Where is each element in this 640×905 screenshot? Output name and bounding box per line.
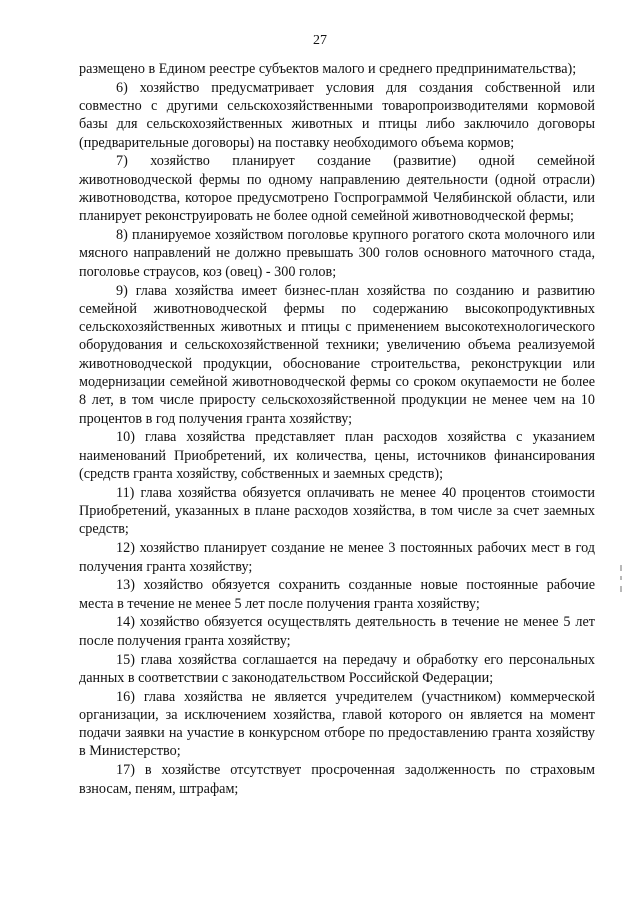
document-body	[79, 60, 595, 798]
paragraph-item-14: 14) хозяйство обязуется осуществлять деятельность в течение не менее 5 лет после получения гранта хозяйству;	[79, 614, 595, 649]
scan-edge-mark	[620, 586, 622, 592]
scan-edge-mark	[620, 576, 622, 580]
paragraph-item-10: 10) глава хозяйства представляет план расходов хозяйства с указанием наименований Приобретений, их количества, цены, источников финансирования (средств гранта хозяйству, собственных и заемных средств);	[79, 429, 595, 483]
paragraph-item-16: 16) глава хозяйства не является учредителем (участником) коммерческой организации, за исключением хозяйства, главой которого он является на момент подачи заявки на участие в конкурсном отборе по предоставлению гранта хозяйству в Министерство;	[79, 688, 595, 760]
paragraph-item-7: 7) хозяйство планирует создание (развитие) одной семейной животноводческой фермы по одному направлению деятельности (одной отрасли) животноводства, которое предусмотрено Госпрограммой Челябинской области, или планирует реконструировать не более одной семейной животноводческой фермы;	[79, 153, 595, 225]
paragraph-item-6: 6) хозяйство предусматривает условия для создания собственной или совместно с другими сельскохозяйственными товаропроизводителями кормовой базы для сельскохозяйственных животных и птицы либо заключило договоры (предварительные договоры) на поставку необходимого объема кормов;	[79, 79, 595, 151]
paragraph-continuation: размещено в Едином реестре субъектов малого и среднего предпринимательства);	[79, 61, 577, 77]
paragraph-item-9: 9) глава хозяйства имеет бизнес-план хозяйства по созданию и развитию семейной животноводческой фермы по содержанию высокопродуктивных сельскохозяйственных животных и птицы с применением высокотехнологического оборудования и сельскохозяйственной техники; увеличению объема реализуемой животноводческой продукции, обоснование строительства, реконструкции или модернизации семейной животноводческой фермы со сроком окупаемости не более 8 лет, в том числе приросту сельскохозяйственной продукции не менее чем на 10 процентов в год получения гранта хозяйству;	[79, 282, 595, 427]
paragraph-item-8: 8) планируемое хозяйством поголовье крупного рогатого скота молочного или мясного направлений не должно превышать 300 голов основного маточного стада, поголовье страусов, коз (овец) - 300 голов;	[79, 227, 595, 280]
paragraph-item-11: 11) глава хозяйства обязуется оплачивать не менее 40 процентов стоимости Приобретений, указанных в плане расходов хозяйства, в том числе за счет заемных средств;	[79, 484, 595, 538]
paragraph-item-15: 15) глава хозяйства соглашается на передачу и обработку его персональных данных в соответствии с законодательством Российской Федерации;	[79, 651, 595, 686]
paragraph-item-17: 17) в хозяйстве отсутствует просроченная задолженность по страховым взносам, пеням, штрафам;	[79, 762, 595, 797]
page-number: 27	[313, 33, 327, 48]
paragraph-item-12: 12) хозяйство планирует создание не менее 3 постоянных рабочих мест в год получения гранта хозяйству;	[79, 540, 595, 575]
paragraph-item-13: 13) хозяйство обязуется сохранить созданные новые постоянные рабочие места в течение не менее 5 лет после получения гранта хозяйству;	[79, 577, 595, 612]
scan-edge-mark	[620, 565, 622, 571]
